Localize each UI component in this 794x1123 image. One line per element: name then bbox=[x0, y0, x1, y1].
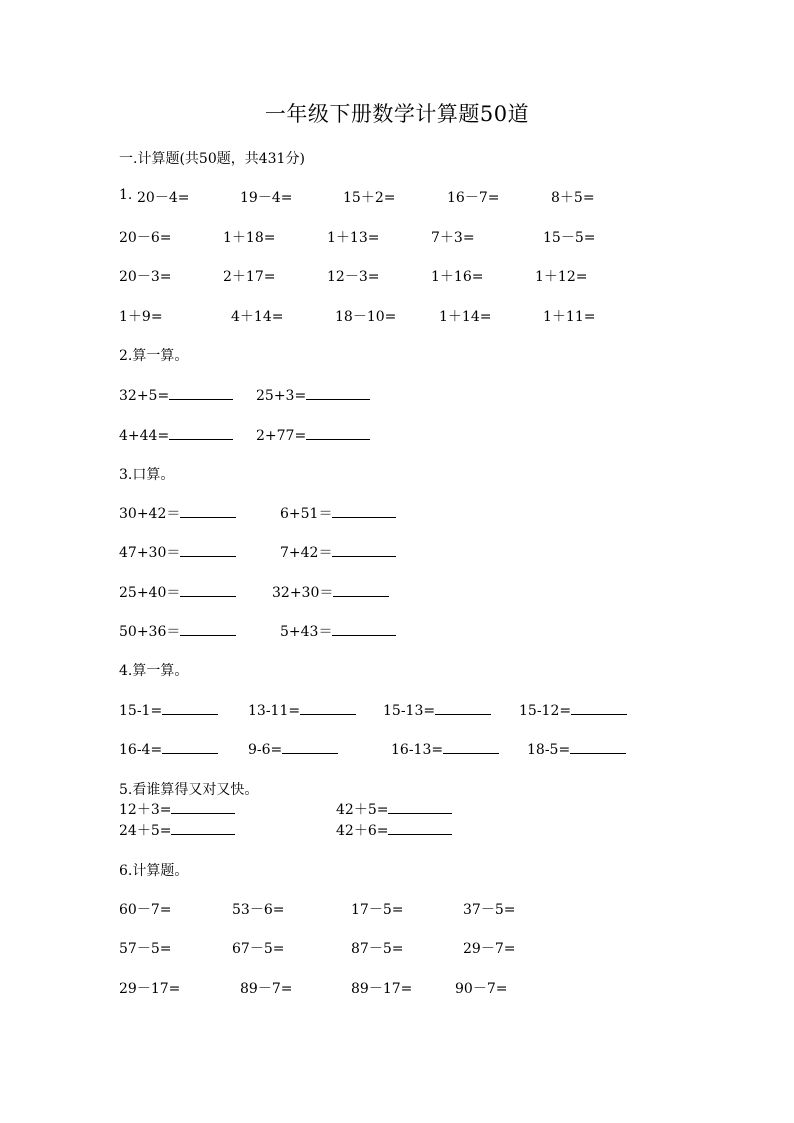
problem: 15-1= bbox=[119, 703, 163, 719]
problem: 37－5= bbox=[463, 902, 516, 918]
problem: 29－17= bbox=[119, 981, 181, 997]
answer-blank[interactable] bbox=[332, 503, 396, 518]
answer-blank[interactable] bbox=[169, 425, 233, 440]
problem: 8＋5= bbox=[551, 190, 595, 206]
problem: 4+44= bbox=[119, 428, 170, 444]
problem: 60－7= bbox=[119, 902, 172, 918]
problem-with-blank bbox=[280, 542, 396, 562]
problem: 50+36＝ bbox=[119, 624, 181, 640]
problem: 20－4= bbox=[137, 190, 190, 206]
answer-blank[interactable] bbox=[180, 621, 236, 636]
page-title: 一年级下册数学计算题50道 bbox=[264, 102, 530, 126]
problem-with-blank bbox=[527, 739, 626, 758]
problem-with-blank bbox=[248, 739, 338, 758]
answer-blank[interactable] bbox=[162, 700, 218, 715]
problem-with-blank bbox=[383, 700, 491, 719]
problem: 18-5= bbox=[527, 742, 571, 758]
problem: 16-4= bbox=[119, 742, 163, 758]
problem: 90－7= bbox=[455, 981, 508, 997]
problem-with-blank bbox=[256, 385, 370, 404]
problem: 15－5= bbox=[543, 230, 596, 246]
problem: 16－7= bbox=[447, 190, 500, 206]
problem: 12＋3= bbox=[119, 802, 172, 818]
answer-blank[interactable] bbox=[332, 542, 396, 557]
problem: 1＋14= bbox=[439, 309, 492, 325]
problem-with-blank bbox=[272, 582, 389, 602]
problem: 1＋16= bbox=[431, 269, 484, 285]
problem: 24＋5= bbox=[119, 823, 172, 839]
answer-blank[interactable] bbox=[570, 739, 626, 754]
question-2-heading: 2.算一算。 bbox=[119, 348, 189, 364]
problem: 32+5= bbox=[119, 388, 170, 404]
problem: 25+3= bbox=[256, 388, 307, 404]
problem: 15＋2= bbox=[343, 190, 396, 206]
problem: 1＋13= bbox=[327, 230, 380, 246]
problem: 4＋14= bbox=[231, 309, 284, 325]
problem: 15-12= bbox=[519, 703, 572, 719]
problem-with-blank bbox=[119, 799, 235, 819]
answer-blank[interactable] bbox=[435, 700, 491, 715]
problem: 16-13= bbox=[391, 742, 444, 758]
problem-with-blank bbox=[119, 385, 233, 404]
answer-blank[interactable] bbox=[180, 582, 236, 597]
problem-with-blank bbox=[119, 425, 233, 444]
problem: 15-13= bbox=[383, 703, 436, 719]
answer-blank[interactable] bbox=[180, 503, 236, 518]
problem-with-blank bbox=[336, 799, 452, 819]
problem-with-blank bbox=[119, 739, 218, 758]
answer-blank[interactable] bbox=[180, 542, 236, 557]
question-1-number: 1. bbox=[119, 187, 133, 203]
question-5-heading: 5.看谁算得又对又快。 bbox=[119, 782, 259, 798]
problem: 5+43＝ bbox=[280, 624, 333, 640]
problem: 57－5= bbox=[119, 941, 172, 957]
problem-with-blank bbox=[119, 621, 236, 641]
answer-blank[interactable] bbox=[162, 739, 218, 754]
problem: 9-6= bbox=[248, 742, 283, 758]
problem-with-blank bbox=[391, 739, 499, 758]
question-4-heading: 4.算一算。 bbox=[119, 663, 189, 679]
problem: 1＋12= bbox=[535, 269, 588, 285]
answer-blank[interactable] bbox=[306, 385, 370, 400]
problem: 87－5= bbox=[351, 941, 404, 957]
problem-with-blank bbox=[256, 425, 370, 444]
answer-blank[interactable] bbox=[171, 820, 235, 835]
problem: 29－7= bbox=[463, 941, 516, 957]
problem-with-blank bbox=[119, 542, 236, 562]
answer-blank[interactable] bbox=[306, 425, 370, 440]
problem: 7+42＝ bbox=[280, 545, 333, 561]
problem: 17－5= bbox=[351, 902, 404, 918]
problem-with-blank bbox=[280, 503, 396, 523]
problem: 42＋6= bbox=[336, 823, 389, 839]
section-heading: 一.计算题(共50题，共431分) bbox=[119, 151, 305, 167]
problem: 2+77= bbox=[256, 428, 307, 444]
problem: 6+51＝ bbox=[280, 506, 333, 522]
problem: 67－5= bbox=[232, 941, 285, 957]
answer-blank[interactable] bbox=[169, 385, 233, 400]
problem-with-blank bbox=[119, 700, 218, 719]
problem: 1＋18= bbox=[223, 230, 276, 246]
problem: 25+40＝ bbox=[119, 585, 181, 601]
problem: 89－17= bbox=[351, 981, 413, 997]
problem: 2＋17= bbox=[223, 269, 276, 285]
problem-with-blank bbox=[336, 820, 452, 840]
problem: 20－6= bbox=[119, 230, 172, 246]
problem: 20－3= bbox=[119, 269, 172, 285]
problem: 53－6= bbox=[232, 902, 285, 918]
problem-with-blank bbox=[119, 582, 236, 602]
question-6-heading: 6.计算题。 bbox=[119, 863, 189, 879]
problem: 12－3= bbox=[327, 269, 380, 285]
problem: 18－10= bbox=[335, 309, 397, 325]
problem-with-blank bbox=[519, 700, 627, 719]
answer-blank[interactable] bbox=[388, 799, 452, 814]
problem: 42＋5= bbox=[336, 802, 389, 818]
problem-with-blank bbox=[119, 820, 235, 840]
problem-with-blank bbox=[280, 621, 396, 641]
problem-with-blank bbox=[248, 700, 356, 719]
answer-blank[interactable] bbox=[332, 621, 396, 636]
problem: 13-11= bbox=[248, 703, 301, 719]
problem: 32+30＝ bbox=[272, 585, 334, 601]
problem: 89－7= bbox=[240, 981, 293, 997]
problem: 1＋9= bbox=[119, 309, 163, 325]
question-3-heading: 3.口算。 bbox=[119, 467, 175, 483]
answer-blank[interactable] bbox=[388, 820, 452, 835]
problem: 47+30＝ bbox=[119, 545, 181, 561]
problem: 7＋3= bbox=[431, 230, 475, 246]
problem-with-blank bbox=[119, 503, 236, 523]
problem: 1＋11= bbox=[543, 309, 596, 325]
answer-blank[interactable] bbox=[171, 799, 235, 814]
problem: 19－4= bbox=[240, 190, 293, 206]
answer-blank[interactable] bbox=[300, 700, 356, 715]
answer-blank[interactable] bbox=[443, 739, 499, 754]
answer-blank[interactable] bbox=[333, 582, 389, 597]
answer-blank[interactable] bbox=[282, 739, 338, 754]
problem: 30+42＝ bbox=[119, 506, 181, 522]
answer-blank[interactable] bbox=[571, 700, 627, 715]
